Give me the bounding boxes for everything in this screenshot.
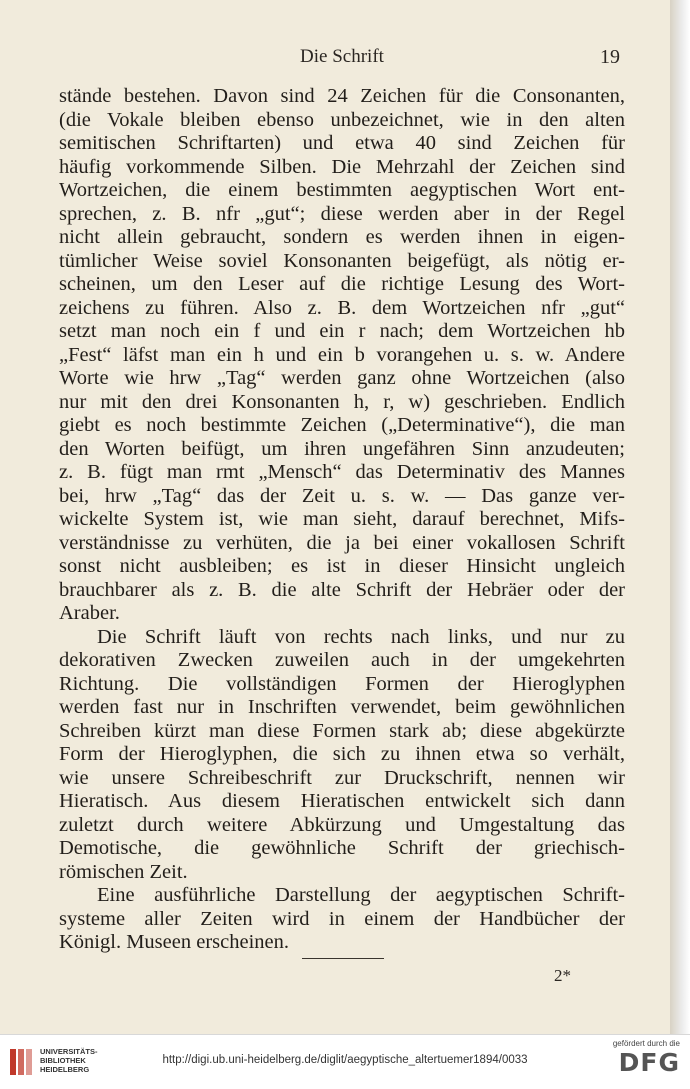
page-number: 19	[600, 46, 620, 68]
text-line: brauchbarer als z. B. die alte Schrift der Hebräer oder der	[59, 578, 625, 601]
library-name-line: BIBLIOTHEK	[40, 1056, 86, 1065]
text-line: „Fest“ läfst man ein h und ein b vorangehen u. s. w. Andere	[59, 343, 625, 366]
viewer-footer	[0, 1034, 690, 1089]
text-line: verständnisse zu verhüten, die ja bei einer vokallosen Schrift	[59, 531, 625, 554]
end-rule	[302, 958, 384, 959]
text-line: werden fast nur in Inschriften verwendet, beim gewöhnlichen	[59, 696, 625, 718]
text-line: Schreiben kürzt man diese Formen stark ab; diese abgekürzte	[59, 719, 625, 742]
text-line: Richtung. Die vollständigen Formen der Hieroglyphen	[59, 672, 625, 695]
text-line: häufig vorkommende Silben. Die Mehrzahl der Zeichen sind	[59, 155, 625, 178]
text-line: wie unsere Schreibeschrift zur Druckschrift, nennen wir	[59, 766, 625, 789]
sheet-signature: 2*	[554, 966, 571, 985]
text-line: römischen Zeit.	[59, 860, 188, 883]
text-line: Form der Hieroglyphen, die sich zu ihnen etwa so verhält,	[59, 743, 625, 765]
text-line: Die Schrift läuft von rechts nach links, und nur zu	[97, 625, 625, 648]
running-title: Die Schrift	[300, 46, 384, 67]
text-line: stände bestehen. Davon sind 24 Zeichen für die Consonanten,	[59, 85, 625, 107]
funding-block	[590, 1039, 680, 1087]
text-line: nur mit den drei Konsonanten h, r, w) geschrieben. Endlich	[59, 390, 625, 413]
text-line: giebt es noch bestimmte Zeichen („Determinative“), die man	[59, 414, 625, 436]
scan-edge	[670, 0, 690, 1034]
text-line: bei, hrw „Tag“ das der Zeit u. s. w. — Das ganze ver-	[59, 484, 625, 507]
text-line: semitischen Schriftarten) und etwa 40 sind Zeichen für	[59, 132, 625, 154]
text-line: Worte wie hrw „Tag“ werden ganz ohne Wortzeichen (also	[59, 367, 625, 389]
text-line: Wortzeichen, die einem bestimmten aegyptischen Wort ent-	[59, 179, 625, 201]
text-line: zuletzt durch weitere Abkürzung und Umgestaltung das	[59, 813, 625, 836]
text-line: setzt man noch ein f und ein r nach; dem Wortzeichen hb	[59, 320, 625, 342]
text-line: Königl. Museen erscheinen.	[59, 931, 289, 953]
text-line: dekorativen Zwecken zuweilen auch in der umgekehrten	[59, 649, 625, 671]
text-line: Araber.	[59, 602, 120, 624]
text-line: (die Vokale bleiben ebenso unbezeichnet, wie in den alten	[59, 108, 625, 131]
text-line: systeme aller Zeiten wird in einem der Handbücher der	[59, 907, 625, 930]
text-line: sonst nicht ausbleiben; es ist in dieser Hinsicht ungleich	[59, 555, 625, 577]
library-name-line: UNIVERSITÄTS-	[40, 1047, 98, 1056]
text-line: z. B. fügt man rmt „Mensch“ das Determinativ des Mannes	[59, 461, 625, 483]
text-line: Demotische, die gewöhnliche Schrift der griechisch-	[59, 837, 625, 859]
text-line: Hieratisch. Aus diesem Hieratischen entwickelt sich dann	[59, 790, 625, 812]
text-line: wickelte System ist, wie man sieht, darauf berechnet, Mifs-	[59, 508, 625, 530]
text-line: Eine ausführliche Darstellung der aegyptischen Schrift-	[97, 884, 625, 906]
text-line: sprechen, z. B. nfr „gut“; diese werden aber in der Regel	[59, 202, 625, 225]
text-line: scheinen, um den Leser auf die richtige Lesung des Wort-	[59, 273, 625, 295]
text-line: nicht allein gebraucht, sondern es werden ihnen in eigen-	[59, 226, 625, 248]
text-line: den Worten beifügt, um ihren ungefähren Sinn anzudeuten;	[59, 437, 625, 460]
library-name-line: HEIDELBERG	[40, 1065, 90, 1074]
dfg-logo: DFG	[618, 1048, 680, 1077]
permalink-url[interactable]: http://digi.ub.uni-heidelberg.de/diglit/aegyptische_altertuemer1894/0033	[162, 1054, 528, 1066]
text-line: tümlicher Weise soviel Konsonanten beigefügt, als nötig er-	[59, 249, 625, 272]
funding-label: gefördert durch die	[612, 1039, 680, 1048]
text-body	[59, 85, 625, 955]
running-head	[58, 46, 626, 74]
text-line: zeichens zu führen. Also z. B. dem Wortzeichen nfr „gut“	[59, 296, 625, 319]
